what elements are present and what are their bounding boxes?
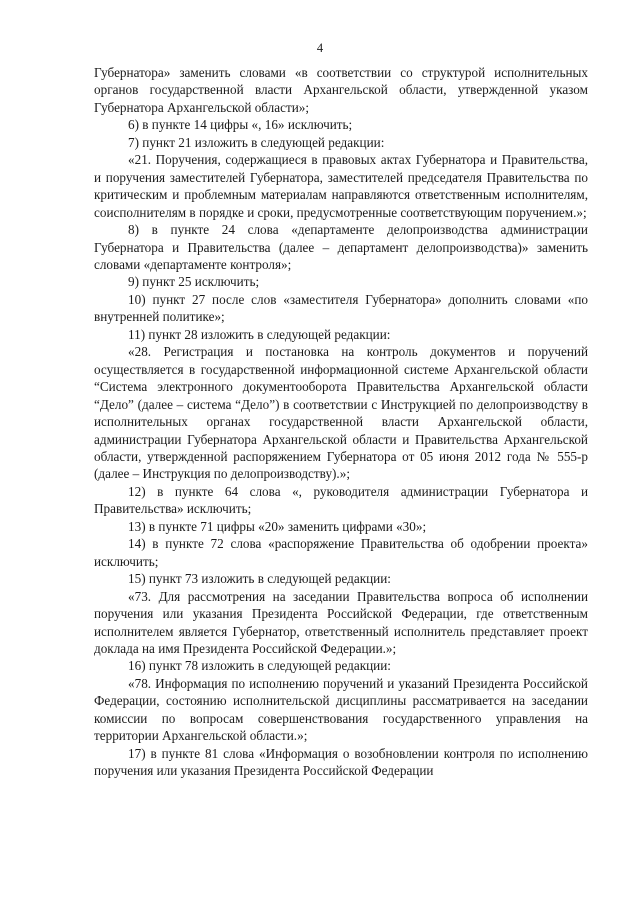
page-number: 4 — [316, 41, 324, 55]
amendment-item-16: 16) пункт 78 изложить в следующей редакции: — [128, 658, 391, 674]
amendment-item-12: 12) в пункте 64 слова «, руководителя администрации Губернатора и Правительства» исключить; — [94, 483, 588, 517]
amendment-item-17: 17) в пункте 81 слова «Информация о возобновлении контроля по исполнению поручения или указания Президента Российской Федерации — [94, 745, 588, 779]
paragraph-continuation: Губернатора» заменить словами «в соответствии со структурой исполнительных органов государственной власти Архангельской области, утвержденной указом Губернатора Архангельской области»; — [94, 65, 588, 115]
amendment-item-7: 7) пункт 21 изложить в следующей редакции: — [128, 134, 385, 150]
quoted-clause-28: «28. Регистрация и постановка на контроль документов и поручений осуществляется в государственной информационной системе Архангельской области “Система электронного документооборота Правительства Архангельской области “Дело” (далее – система “Дело”) в соответствии с Инструкцией по делопроизводству в исполнительных органах государственной власти Архангельской области, администрации Губернатора Архангельской области и Правительства Архангельской области, утвержденной распоряжением Губернатора от 05 июня 2012 года № 555-р (далее – Инструкция по делопроизводству).»; — [94, 344, 588, 482]
amendment-item-13: 13) в пункте 71 цифры «20» заменить цифрами «30»; — [128, 518, 427, 534]
amendment-item-9: 9) пункт 25 исключить; — [128, 274, 260, 290]
quoted-clause-21: «21. Поручения, содержащиеся в правовых актах Губернатора и Правительства, и поручения заместителей Губернатора, заместителей председателя Правительства по критическим и проблемным материалам направляются ответственным исполнителям, соисполнителям в порядке и сроки, предусмотренные соответствующим поручением.»; — [94, 152, 588, 220]
amendment-item-8: 8) в пункте 24 слова «департаменте делопроизводства администрации Губернатора и Правительства (далее – департамент делопроизводства)» заменить словами «департаменте контроля»; — [94, 222, 588, 272]
amendment-item-14: 14) в пункте 72 слова «распоряжение Правительства об одобрении проекта» исключить; — [94, 536, 588, 569]
amendment-item-15: 15) пункт 73 изложить в следующей редакции: — [128, 571, 391, 587]
amendment-item-11: 11) пункт 28 изложить в следующей редакции: — [128, 326, 391, 342]
document-body — [94, 64, 588, 780]
quoted-clause-73: «73. Для рассмотрения на заседании Правительства вопроса об исполнении поручения или указания Президента Российской Федерации, где ответственным исполнителем является Губернатор, ответственный исполнитель представляет проект доклада на имя Президента Российской Федерации.»; — [94, 588, 588, 656]
amendment-item-6: 6) в пункте 14 цифры «, 16» исключить; — [128, 117, 353, 133]
amendment-item-10: 10) пункт 27 после слов «заместителя Губернатора» дополнить словами «по внутренней политике»; — [94, 291, 588, 325]
quoted-clause-78: «78. Информация по исполнению поручений и указаний Президента Российской Федерации, состоянию исполнительской дисциплины рассматривается на заседании комиссии по вопросам совершенствования государственного управления на территории Архангельской области.»; — [94, 675, 588, 744]
